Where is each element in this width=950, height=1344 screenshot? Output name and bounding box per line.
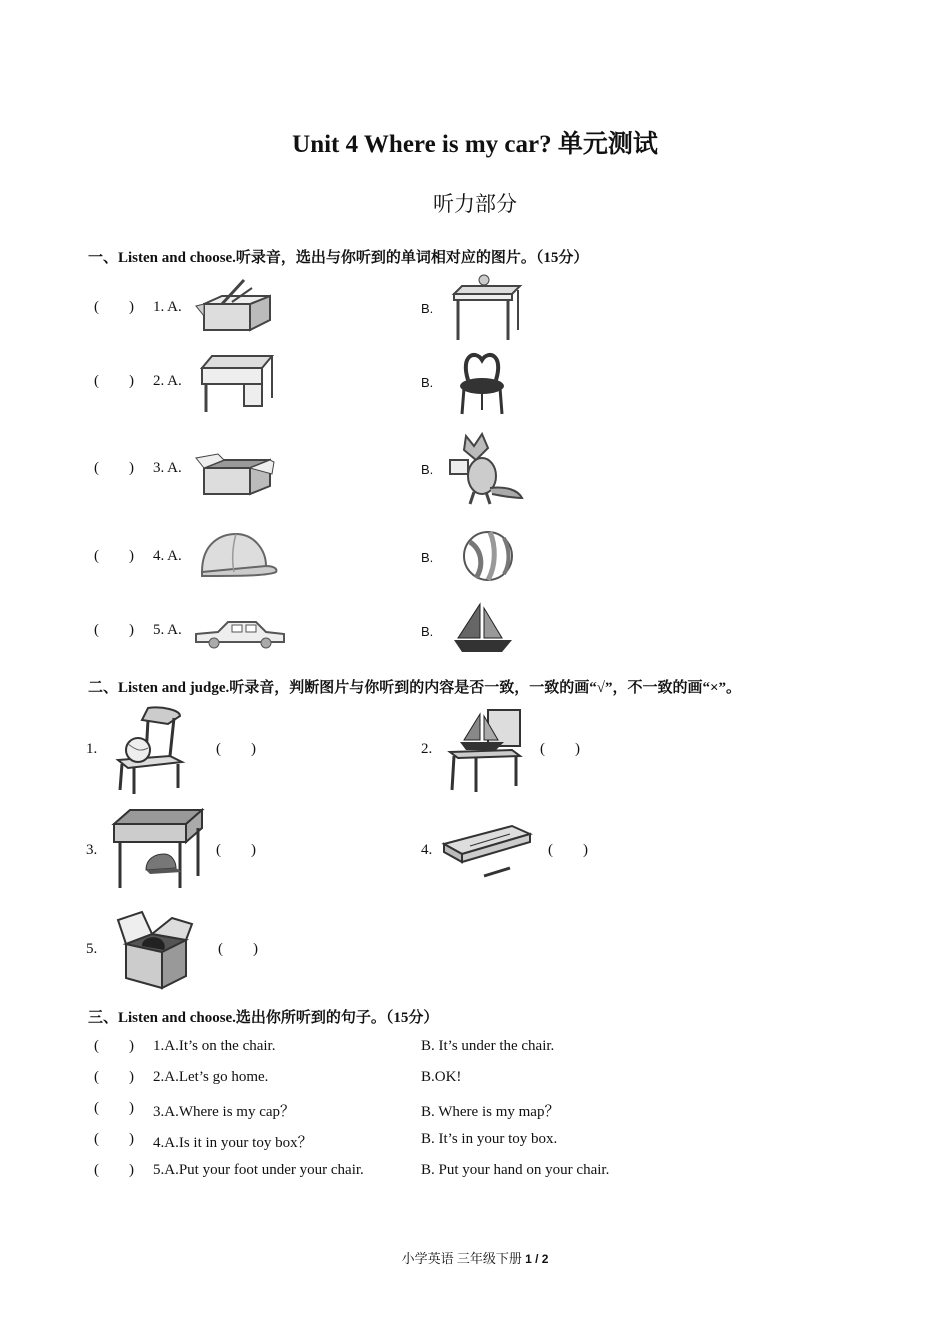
boat-on-chair-illustration <box>446 706 526 796</box>
part2-heading: 二、Listen and judge.听录音，判断图片与你听到的内容是否一致，一致的画“√”，不一致的画“×”。 <box>88 680 742 696</box>
answer-blank: ( ) <box>94 1100 134 1116</box>
answer-blank: ( ) <box>94 373 134 389</box>
footer-text: 小学英语 三年级下册 <box>401 1251 526 1266</box>
answer-blank: ( ) <box>94 1038 134 1054</box>
answer-blank: ( ) <box>94 622 134 638</box>
open-box-illustration <box>194 448 276 496</box>
question-number: 2. A. <box>153 373 182 389</box>
question-number: 1. <box>86 741 98 757</box>
answer-blank: ( ) <box>218 941 258 957</box>
answer-blank: ( ) <box>94 1162 134 1178</box>
page-footer <box>0 1248 950 1267</box>
question-number: 3. A. <box>153 460 182 476</box>
toy-car-illustration <box>192 616 288 650</box>
answer-blank: ( ) <box>216 842 256 858</box>
toy-box-illustration <box>192 276 276 336</box>
option-a: 2.A.Let’s go home. <box>153 1069 269 1085</box>
question-number: 4. A. <box>153 548 182 564</box>
cap-illustration <box>196 528 280 580</box>
option-b-label: B. <box>421 550 434 565</box>
answer-blank: ( ) <box>94 548 134 564</box>
cap-in-box-illustration <box>112 906 196 992</box>
option-b: B. Put your hand on your chair. <box>421 1162 610 1178</box>
answer-blank: ( ) <box>548 842 588 858</box>
ball-illustration <box>460 528 516 584</box>
answer-blank: ( ) <box>540 741 580 757</box>
option-a: 3.A.Where is my cap？ <box>153 1104 296 1120</box>
chair-illustration <box>454 348 510 418</box>
option-b-label: B. <box>421 301 434 316</box>
question-number: 5. A. <box>153 622 182 638</box>
option-b: B.OK! <box>421 1069 462 1085</box>
page-number: 1 / 2 <box>525 1252 549 1266</box>
part3-heading: 三、Listen and choose.选出你所听到的句子。（15分） <box>88 1010 439 1026</box>
option-a: 1.A.It’s on the chair. <box>153 1038 276 1054</box>
cap-under-desk-illustration <box>110 806 206 892</box>
option-b: B. It’s under the chair. <box>421 1038 555 1054</box>
question-number: 4. <box>421 842 433 858</box>
question-number: 3. <box>86 842 98 858</box>
ball-on-chair-illustration <box>108 704 188 796</box>
section-subtitle: 听力部分 <box>433 192 517 216</box>
part1-heading: 一、Listen and choose.听录音，选出与你听到的单词相对应的图片。（15分） <box>88 250 589 266</box>
option-b: B. Where is my map？ <box>421 1104 560 1120</box>
option-b-label: B. <box>421 624 434 639</box>
option-b-label: B. <box>421 375 434 390</box>
option-b: B. It’s in your toy box. <box>421 1131 558 1147</box>
option-b-label: B. <box>421 462 434 477</box>
answer-blank: ( ) <box>94 1131 134 1147</box>
answer-blank: ( ) <box>94 1069 134 1085</box>
question-number: 5. <box>86 941 98 957</box>
option-a: 5.A.Put your foot under your chair. <box>153 1162 364 1178</box>
question-number: 1. A. <box>153 299 182 315</box>
answer-blank: ( ) <box>216 741 256 757</box>
pencil-case-illustration <box>440 820 532 880</box>
sailboat-illustration <box>450 602 516 654</box>
answer-blank: ( ) <box>94 460 134 476</box>
option-a: 4.A.Is it in your toy box？ <box>153 1135 313 1151</box>
page-title: Unit 4 Where is my car? 单元测试 <box>292 131 658 158</box>
fox-reading-book-illustration <box>446 430 526 508</box>
desk-illustration <box>198 350 276 416</box>
answer-blank: ( ) <box>94 299 134 315</box>
desk-illustration <box>448 276 524 344</box>
question-number: 2. <box>421 741 433 757</box>
